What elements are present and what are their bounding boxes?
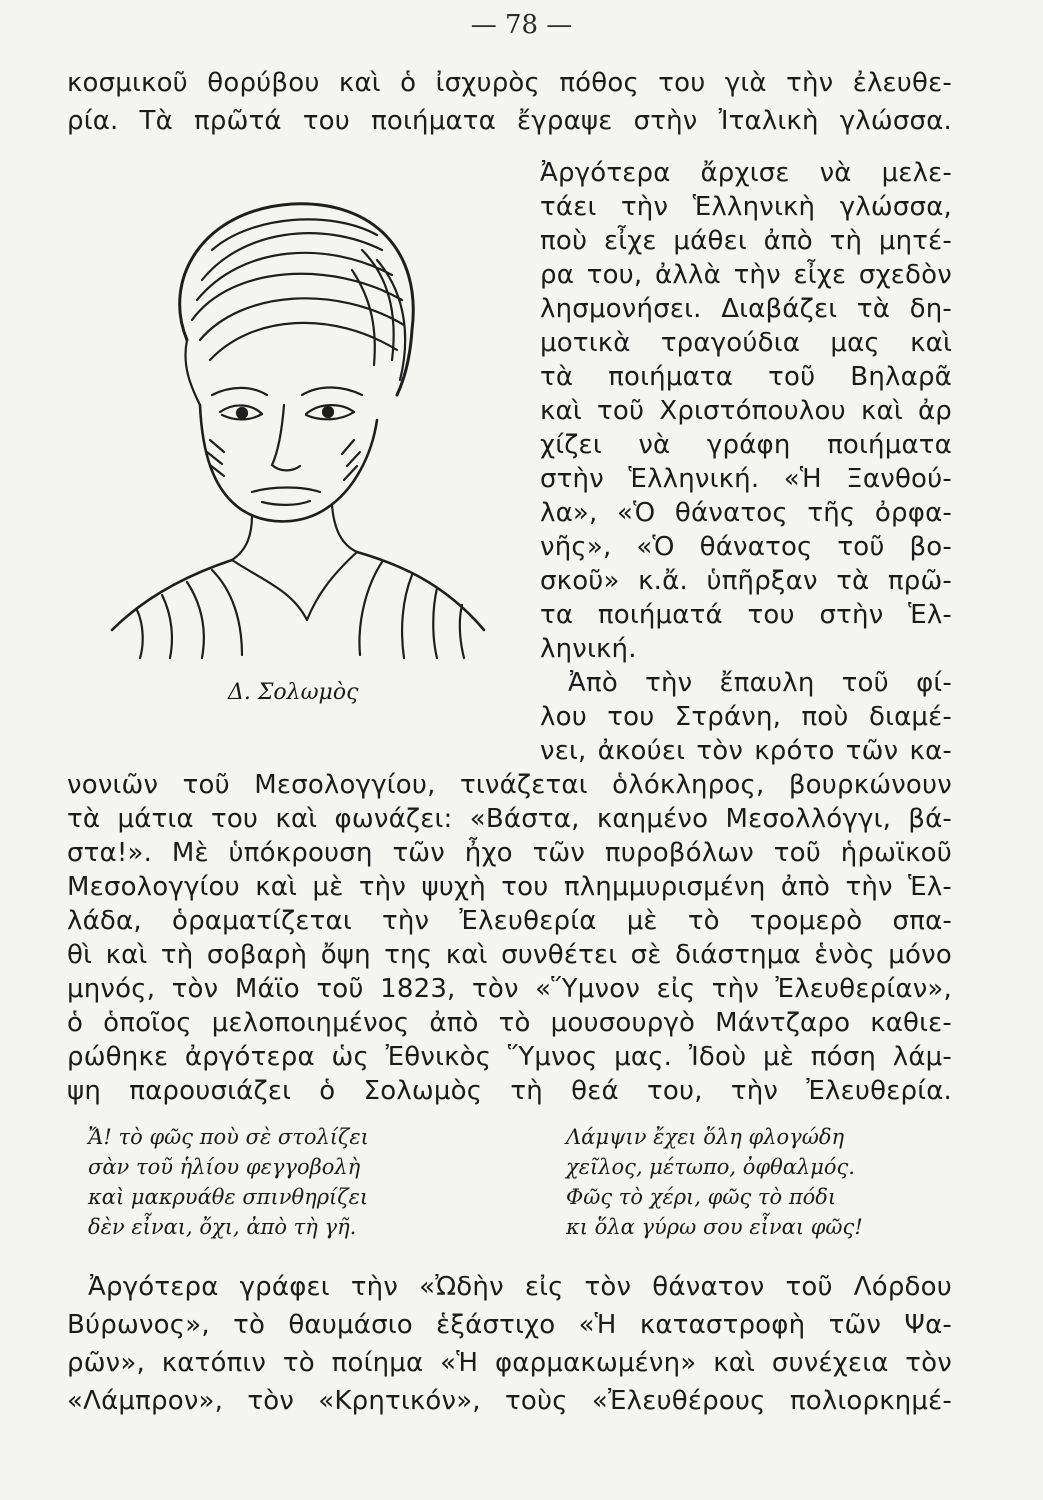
text-line: Ἀπὸ τὴν ἔπαυλη τοῦ φί- (568, 668, 952, 698)
poem-right (566, 1122, 863, 1242)
text-line: νονιῶν τοῦ Μεσολογγίου, τινάζεται ὁλόκληρος, βουρκώνουν (67, 770, 952, 800)
text-line: μοτικὰ τραγούδια μας καὶ (540, 328, 952, 358)
poem-line: καὶ μακρυάθε σπινθηρίζει (88, 1185, 369, 1209)
poem-line: Ἄ! τὸ φῶς ποὺ σὲ στολίζει (88, 1125, 369, 1149)
text-line: Ἀργότερα γράφει τὴν «Ὠδὴν εἰς τὸν θάνατον τοῦ Λόρδου (88, 1272, 952, 1302)
text-line: χίζει νὰ γράφη ποιήματα (540, 430, 952, 460)
text-line: λου του Στράνη, ποὺ διαμέ- (540, 702, 952, 732)
poem-line: σὰν τοῦ ἡλίου φεγγοβολὴ (88, 1155, 361, 1179)
solomos-portrait (92, 190, 497, 660)
text-line: καὶ τοῦ Χριστόπουλου καὶ ἀρ (540, 396, 952, 426)
text-line: Βύρωνος», τὸ θαυμάσιο ἑξάστιχο «Ἡ καταστροφὴ τῶν Ψα- (67, 1310, 952, 1340)
text-line: νει, ἀκούει τὸν κρότο τῶν κα- (540, 736, 952, 766)
text-line: τὰ ποιήματα τοῦ Βηλαρᾶ (540, 362, 952, 392)
portrait-caption: Δ. Σολωμὸς (228, 680, 359, 705)
text-line: νῆς», «Ὁ θάνατος τοῦ βο- (540, 532, 952, 562)
text-line: ρα του, ἀλλὰ τὴν εἶχε σχεδὸν (540, 260, 952, 290)
poem-line: κι ὅλα γύρω σου εἶναι φῶς! (566, 1215, 863, 1239)
text-line: ποὺ εἶχε μάθει ἀπὸ τὴ μητέ- (540, 226, 952, 256)
text-line: λησμονήσει. Διαβάζει τὰ δη- (540, 294, 952, 324)
text-line: ὁ ὁποῖος μελοποιημένος ἀπὸ τὸ μουσουργὸ Μάντζαρο καθιε- (67, 1008, 952, 1038)
text-line: Μεσολογγίου καὶ μὲ τὴν ψυχὴ του πλημμυρισμένη ἀπὸ τὴν Ἑλ- (67, 872, 952, 902)
text-line: κοσμικοῦ θορύβου καὶ ὁ ἰσχυρὸς πόθος του γιὰ τὴν ἐλευθε- (67, 68, 952, 98)
text-line: ρία. Τὰ πρῶτά του ποιήματα ἔγραψε στὴν Ἰταλικὴ γλώσσα. (67, 106, 952, 136)
text-line: θὶ καὶ τὴ σοβαρὴ ὄψη της καὶ συνθέτει σὲ διάστημα ἑνὸς μόνο (67, 940, 952, 970)
text-line: στὴν Ἑλληνική. «Ἡ Ξανθού- (540, 464, 952, 494)
text-line: «Λάμπρον», τὸν «Κρητικόν», τοὺς «Ἐλευθέρους πολιορκημέ- (67, 1386, 952, 1416)
poem-line: χεῖλος, μέτωπο, ὀφθαλμός. (566, 1155, 855, 1179)
text-line: μηνός, τὸν Μάϊο τοῦ 1823, τὸν «Ὕμνον εἰς τὴν Ἐλευθερίαν», (67, 974, 952, 1004)
text-line: στα!». Μὲ ὑπόκρουση τῶν ἦχο τῶν πυροβόλων τοῦ ἡρωϊκοῦ (67, 838, 952, 868)
text-line: ψη παρουσιάζει ὁ Σολωμὸς τὴ θεά του, τὴν Ἐλευθερία. (67, 1076, 952, 1106)
poem-line: Φῶς τὸ χέρι, φῶς τὸ πόδι (566, 1185, 837, 1209)
text-line: τα ποιήματά του στὴν Ἑλ- (540, 600, 952, 630)
text-line: Ἀργότερα ἄρχισε νὰ μελε- (540, 158, 952, 188)
poem-line: Λάμψιν ἔχει ὅλη φλογώδη (566, 1125, 845, 1149)
text-line: ρώθηκε ἀργότερα ὡς Ἐθνικὸς Ὕμνος μας. Ἰδοὺ μὲ πόση λάμ- (67, 1042, 952, 1072)
poem-left (88, 1122, 369, 1242)
text-line: ληνική. (540, 634, 637, 664)
text-line: τὰ μάτια του καὶ φωνάζει: «Βάστα, καημένο Μεσολλόγγι, βά- (67, 804, 952, 834)
text-line: λάδα, ὁραματίζεται τὴν Ἐλευθερία μὲ τὸ τρομερὸ σπα- (67, 906, 952, 936)
poem-line: δὲν εἶναι, ὄχι, ἀπὸ τὴ γῆ. (88, 1215, 357, 1239)
text-line: ρῶν», κατόπιν τὸ ποίημα «Ἡ φαρμακωμένη» καὶ συνέχεια τὸν (67, 1348, 952, 1378)
text-line: λα», «Ὁ θάνατος τῆς ὀρφα- (540, 498, 952, 528)
text-line: σκοῦ» κ.ἄ. ὑπῆρξαν τὰ πρῶ- (540, 566, 952, 596)
text-line: τάει τὴν Ἑλληνικὴ γλώσσα, (540, 192, 952, 222)
page-number: — 78 — (470, 10, 573, 40)
